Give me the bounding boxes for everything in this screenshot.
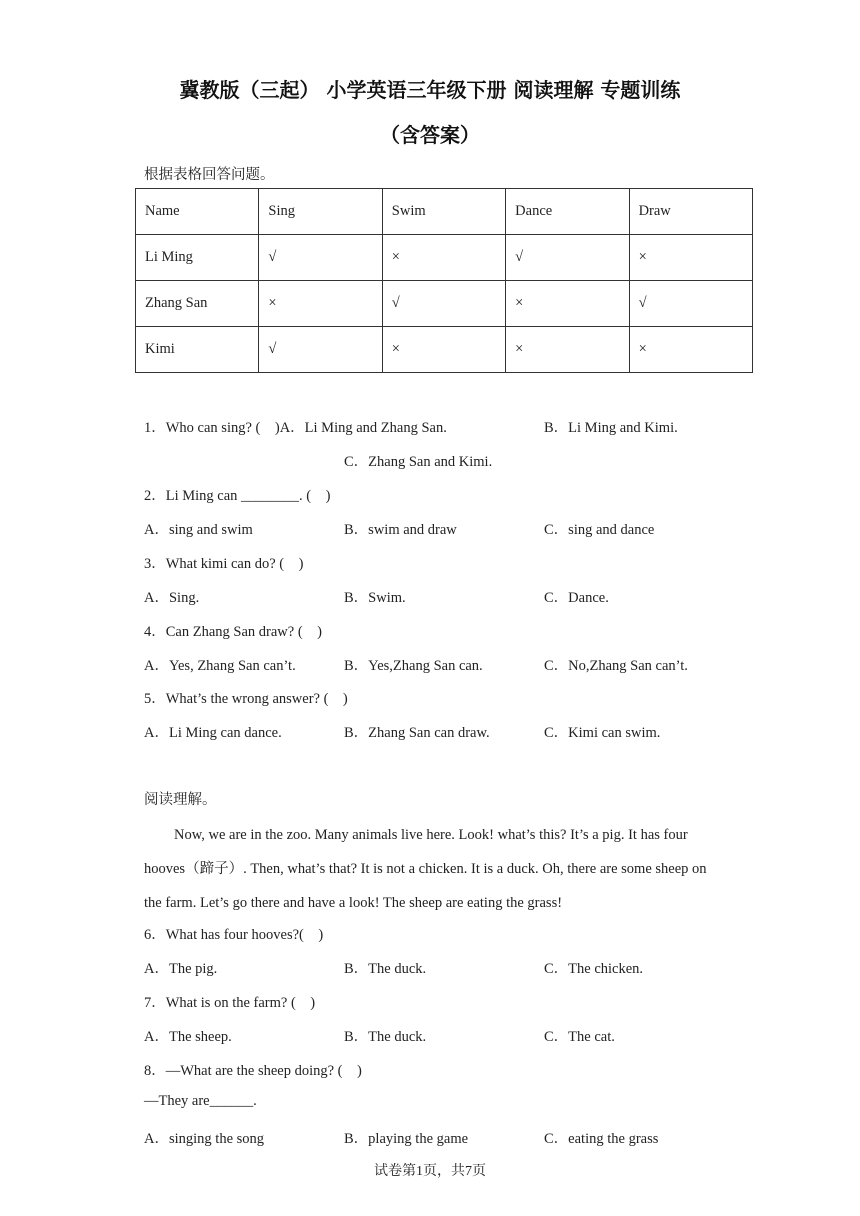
question-3-option-b[interactable]: B．Swim. bbox=[344, 590, 406, 606]
question-3-option-a[interactable]: A．Sing. bbox=[144, 590, 200, 606]
question-5-option-c[interactable]: C．Kimi can swim. bbox=[544, 725, 661, 741]
question-8-option-b[interactable]: B．playing the game bbox=[344, 1131, 469, 1147]
reading-passage bbox=[144, 818, 724, 920]
table-row bbox=[136, 327, 753, 373]
table-cell: × bbox=[259, 281, 382, 327]
question-1-option-c[interactable]: C．Zhang San and Kimi. bbox=[344, 454, 493, 470]
question-4-option-a[interactable]: A．Yes, Zhang San can’t. bbox=[144, 658, 296, 674]
question-2-option-b[interactable]: B．swim and draw bbox=[344, 522, 457, 538]
question-5-option-a[interactable]: A．Li Ming can dance. bbox=[144, 725, 282, 741]
section2-instruction: 阅读理解。 bbox=[144, 792, 217, 808]
table-cell: × bbox=[382, 235, 505, 281]
table-cell: × bbox=[629, 235, 752, 281]
question-5-stem: 5．What’s the wrong answer? ( ) bbox=[144, 691, 348, 707]
question-1-option-b[interactable]: B．Li Ming and Kimi. bbox=[544, 420, 678, 436]
question-1-stem: 1．Who can sing? ( )A．Li Ming and Zhang San. bbox=[144, 420, 447, 436]
document-title-line1: 冀教版（三起） 小学英语三年级下册 阅读理解 专题训练 bbox=[179, 78, 681, 102]
question-7-option-b[interactable]: B．The duck. bbox=[344, 1029, 427, 1045]
table-header-cell: Draw bbox=[629, 189, 752, 235]
table-header-cell: Dance bbox=[506, 189, 629, 235]
section1-instruction: 根据表格回答问题。 bbox=[144, 167, 275, 183]
page-footer: 试卷第1页，共7页 bbox=[374, 1164, 486, 1179]
question-3-option-c[interactable]: C．Dance. bbox=[544, 590, 609, 606]
question-4-option-b[interactable]: B．Yes,Zhang San can. bbox=[344, 658, 483, 674]
question-8-sub: —They are______. bbox=[144, 1093, 257, 1109]
table-header-row bbox=[136, 189, 753, 235]
table-cell: Kimi bbox=[136, 327, 259, 373]
question-8-option-c[interactable]: C．eating the grass bbox=[544, 1131, 659, 1147]
question-7-option-c[interactable]: C．The cat. bbox=[544, 1029, 615, 1045]
table-cell: √ bbox=[506, 235, 629, 281]
table-cell: × bbox=[506, 327, 629, 373]
question-2-option-c[interactable]: C．sing and dance bbox=[544, 522, 655, 538]
question-8-stem: 8．—What are the sheep doing? ( ) bbox=[144, 1063, 362, 1079]
table-header-cell: Name bbox=[136, 189, 259, 235]
table-cell: √ bbox=[629, 281, 752, 327]
table-cell: × bbox=[382, 327, 505, 373]
passage-text: Now, we are in the zoo. Many animals live here. Look! what’s this? It’s a pig. It has four hooves（蹄子）. Then, what’s that? It is not a chicken. It is a duck. Oh, there are some sheep on the farm. Let’s go there and have a look! The sheep are eating the grass! bbox=[144, 827, 707, 911]
question-5-option-b[interactable]: B．Zhang San can draw. bbox=[344, 725, 490, 741]
question-6-option-a[interactable]: A．The pig. bbox=[144, 961, 218, 977]
table-header-cell: Sing bbox=[259, 189, 382, 235]
question-7-stem: 7．What is on the farm? ( ) bbox=[144, 995, 316, 1011]
table-cell: Li Ming bbox=[136, 235, 259, 281]
question-3-stem: 3．What kimi can do? ( ) bbox=[144, 556, 304, 572]
question-6-option-b[interactable]: B．The duck. bbox=[344, 961, 427, 977]
question-2-stem: 2．Li Ming can ________. ( ) bbox=[144, 488, 331, 504]
table-cell: √ bbox=[259, 327, 382, 373]
question-4-stem: 4．Can Zhang San draw? ( ) bbox=[144, 624, 322, 640]
question-4-option-c[interactable]: C．No,Zhang San can’t. bbox=[544, 658, 688, 674]
question-6-option-c[interactable]: C．The chicken. bbox=[544, 961, 644, 977]
table-cell: √ bbox=[382, 281, 505, 327]
table-cell: Zhang San bbox=[136, 281, 259, 327]
table-row bbox=[136, 281, 753, 327]
question-2-option-a[interactable]: A．sing and swim bbox=[144, 522, 253, 538]
question-7-option-a[interactable]: A．The sheep. bbox=[144, 1029, 232, 1045]
table-header-cell: Swim bbox=[382, 189, 505, 235]
question-6-stem: 6．What has four hooves?( ) bbox=[144, 927, 324, 943]
document-title-line2: （含答案） bbox=[380, 123, 480, 147]
ability-table bbox=[135, 188, 753, 373]
table-row bbox=[136, 235, 753, 281]
table-cell: × bbox=[629, 327, 752, 373]
table-cell: √ bbox=[259, 235, 382, 281]
question-8-option-a[interactable]: A．singing the song bbox=[144, 1131, 265, 1147]
table-cell: × bbox=[506, 281, 629, 327]
